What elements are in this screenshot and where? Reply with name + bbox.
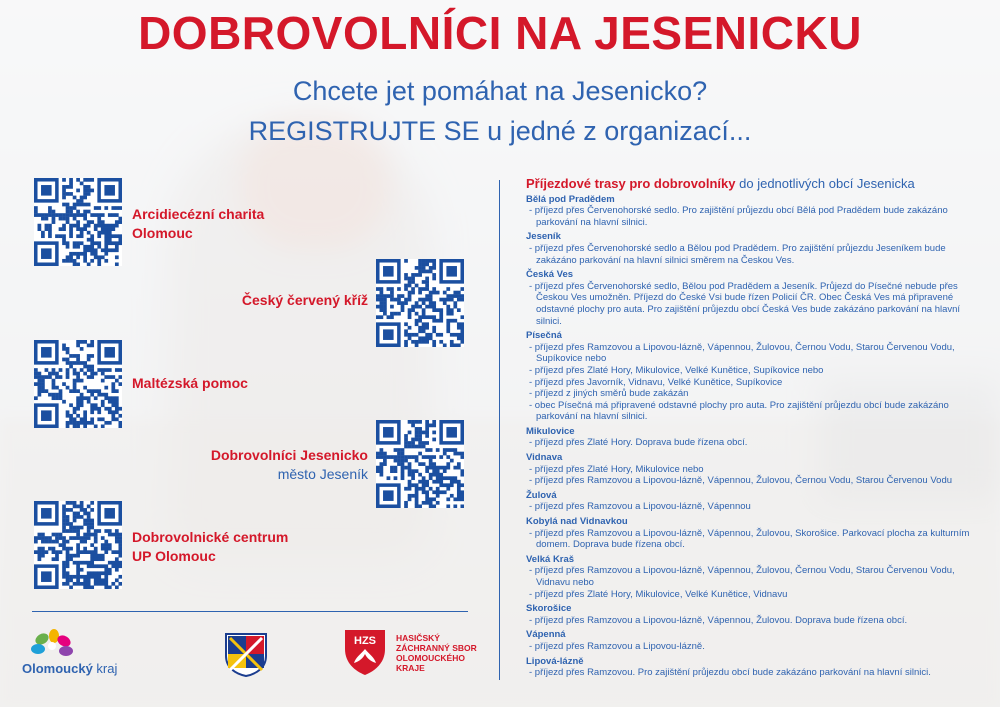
route-item: - obec Písečná má připravené odstavné plochy pro auta. Pro zajištění průjezdu obcí bude zakázáno parkování na hlavní silnici. bbox=[529, 399, 949, 423]
hzs-badge-text: HZS bbox=[354, 635, 376, 647]
route-item: - příjezd přes Zlaté Hory. Doprava bude řízena obcí. bbox=[529, 437, 748, 449]
flower-icon bbox=[24, 629, 84, 661]
org-dobrovolnici-jesenicko bbox=[211, 446, 368, 484]
logo-text-bold: Olomoucký bbox=[22, 661, 93, 676]
qr-code-icon[interactable] bbox=[34, 501, 122, 589]
route-item: - příjezd přes Zlaté Hory, Mikulovice, Velké Kunětice, Supíkovice nebo bbox=[529, 364, 824, 376]
route-item: - příjezd přes Ramzovou a Lipovou-lázně, Vápennou, Žulovou. Doprava bude řízena obcí. bbox=[529, 614, 908, 626]
route-item: - příjezd přes Ramzovou a Lipovou-lázně, Vápennou, Žulovou, Černou Vodu, Starou Červenou Vodu, Vidnavu nebo bbox=[529, 565, 955, 588]
route-item: - příjezd přes Ramzovou a Lipovou-lázně. bbox=[529, 640, 705, 652]
org-name: Olomouc bbox=[132, 225, 193, 241]
org-name: Dobrovolnické centrum bbox=[132, 529, 289, 545]
routes-panel bbox=[526, 178, 986, 679]
town-name: Česká Ves bbox=[526, 269, 574, 281]
route-item: - příjezd přes Červenohorské sedlo. Pro zajištění průjezdu obcí Bělá pod Pradědem bude zakázáno parkování na hlavní silnici. bbox=[529, 205, 948, 228]
coat-of-arms-logo bbox=[222, 630, 270, 678]
org-name: Český červený kříž bbox=[241, 292, 368, 308]
town-name: Mikulovice bbox=[526, 425, 575, 437]
page-title: DOBROVOLNÍCI NA JESENICKU bbox=[138, 7, 862, 59]
org-city: město Jeseník bbox=[277, 466, 368, 482]
routes-title bbox=[526, 178, 986, 190]
olomoucky-kraj-logo bbox=[22, 633, 162, 675]
town-name: Písečná bbox=[526, 330, 562, 342]
route-item: - příjezd přes Ramzovou a Lipovou-lázně, Vápennou, Žulovou, Skorošice. Parkovací plocha za kulturním domem. Doprava bude řízena obcí. bbox=[529, 527, 970, 551]
org-arcidiecezni-charita bbox=[132, 205, 264, 243]
town-name: Kobylá nad Vidnavkou bbox=[526, 516, 628, 528]
route-item: - příjezd přes Červenohorské sedlo, Bělou pod Pradědem a Jeseník. Průjezd do Písečné nebude přes Českou Ves umožněn. Příjezd do České Vsi bude řízen Policií ČR. Obec Česká Ves má připravené odstavné plochy pro auta. Pro zajištění průjezdu obcí Česká Ves bude zakázáno parkování na hlavní silnici. bbox=[529, 280, 961, 327]
org-name: Maltézská pomoc bbox=[132, 375, 248, 391]
route-item: - příjezd přes Červenohorské sedlo a Bělou pod Pradědem. Pro zajištění průjezdu Jeseníkem bude zakázáno parkování na hlavní silnici směrem na Českou Ves. bbox=[529, 242, 946, 266]
town-name: Velká Kraš bbox=[526, 553, 575, 565]
logo-text: kraj bbox=[96, 661, 118, 676]
route-item: - příjezd přes Ramzovou a Lipovou-lázně, Vápennou, Žulovou, Černou Vodu, Starou Červenou Vodu bbox=[529, 475, 953, 487]
town-name: Skorošice bbox=[526, 603, 572, 615]
qr-code-icon[interactable] bbox=[376, 259, 464, 347]
org-maltezska-pomoc bbox=[132, 374, 248, 393]
org-name: Dobrovolníci Jesenicko bbox=[210, 447, 368, 463]
org-cesky-cerveny-kriz bbox=[242, 291, 368, 310]
qr-code-icon[interactable] bbox=[34, 340, 122, 428]
town-name: Vidnava bbox=[526, 452, 563, 464]
divider-horizontal bbox=[32, 611, 468, 612]
hzs-line: HASIČSKÝ bbox=[396, 633, 440, 643]
route-item: - příjezd přes Ramzovou. Pro zajištění průjezdu obcí bude zakázáno parkování na hlavní silnici. bbox=[529, 667, 931, 679]
olomoucky-kraj-text bbox=[22, 661, 117, 676]
qr-code-icon[interactable] bbox=[34, 178, 122, 266]
routes-title-rest: do jednotlivých obcí Jesenicka bbox=[739, 176, 915, 191]
hzs-emblem-icon bbox=[340, 627, 390, 677]
hzs-text bbox=[396, 633, 477, 673]
route-item: - příjezd přes Ramzovou a Lipovou-lázně, Vápennou bbox=[529, 501, 751, 513]
hzs-line: KRAJE bbox=[396, 663, 425, 673]
qr-code-icon[interactable] bbox=[376, 420, 464, 508]
town-name: Jeseník bbox=[526, 231, 561, 243]
hzs-logo bbox=[340, 627, 490, 679]
subtitle-question: Chcete jet pomáhat na Jesenicko? bbox=[292, 76, 708, 106]
subtitle-register: REGISTRUJTE SE u jedné z organizací... bbox=[248, 116, 752, 146]
divider-vertical bbox=[499, 180, 500, 680]
org-name: UP Olomouc bbox=[132, 548, 216, 564]
org-name: Arcidiecézní charita bbox=[132, 206, 265, 222]
route-item: - příjezd z jiných směrů bude zakázán bbox=[529, 388, 689, 400]
town-name: Lipová-lázně bbox=[526, 655, 584, 667]
org-dobrovolnicke-centrum bbox=[132, 528, 288, 566]
hzs-line: ZÁCHRANNÝ SBOR bbox=[396, 643, 477, 653]
routes-list bbox=[526, 194, 986, 679]
town-name: Žulová bbox=[526, 489, 557, 501]
town-name: Bělá pod Pradědem bbox=[526, 193, 615, 205]
town-name: Vápenná bbox=[526, 629, 566, 641]
route-item: - příjezd přes Javorník, Vidnavu, Velké Kunětice, Supíkovice bbox=[529, 376, 783, 388]
hzs-line: OLOMOUCKÉHO bbox=[396, 653, 465, 663]
routes-title-bold: Příjezdové trasy pro dobrovolníky bbox=[526, 176, 736, 191]
route-item: - příjezd přes Ramzovou a Lipovou-lázně, Vápennou, Žulovou, Černou Vodu, Starou Červenou Vodu, Supíkovice nebo bbox=[529, 341, 955, 365]
route-item: - příjezd přes Zlaté Hory, Mikulovice, Velké Kunětice, Vidnavu bbox=[529, 588, 788, 600]
route-item: - příjezd přes Zlaté Hory, Mikulovice nebo bbox=[529, 463, 704, 475]
